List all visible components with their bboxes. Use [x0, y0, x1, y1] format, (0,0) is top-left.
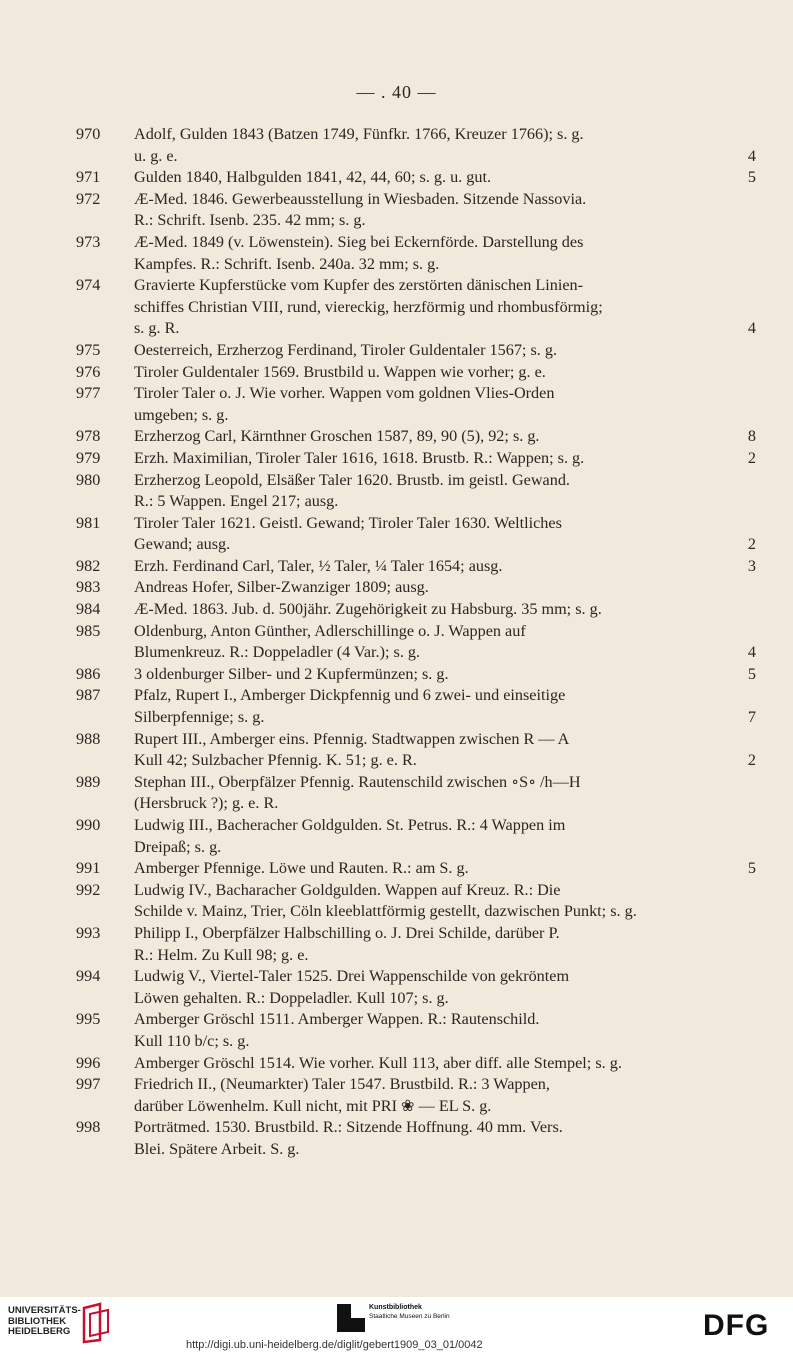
description-line	[134, 189, 756, 211]
lot-entry-995	[76, 1009, 756, 1052]
description-text: R.: Schrift. Isenb. 235. 42 mm; s. g.	[134, 211, 366, 230]
lot-number: 978	[76, 427, 101, 446]
estimate-value: 8	[747, 427, 756, 446]
lot-description	[134, 664, 756, 686]
lot-description	[134, 448, 756, 470]
lot-number: 980	[76, 470, 101, 489]
lot-entry-993	[76, 923, 756, 966]
description-text: Tiroler Taler o. J. Wie vorher. Wappen vom goldnen Vlies-Orden	[134, 384, 555, 403]
description-line	[134, 124, 756, 146]
description-text: schiffes Christian VIII, rund, viereckig, herzförmig und rhombusförmig;	[134, 297, 603, 316]
description-text: s. g. R.	[134, 319, 180, 338]
description-line	[134, 1031, 756, 1053]
description-line	[134, 685, 756, 707]
estimate-value: 2	[747, 535, 756, 554]
description-text: Æ-Med. 1849 (v. Löwenstein). Sieg bei Eckernförde. Darstellung des	[134, 232, 584, 251]
description-text: Kampfes. R.: Schrift. Isenb. 240a. 32 mm; s. g.	[134, 254, 440, 273]
lot-entry-980	[76, 470, 756, 513]
lot-description	[134, 1074, 756, 1117]
description-line	[134, 426, 756, 448]
description-line	[134, 599, 756, 621]
lot-number: 992	[76, 880, 101, 899]
description-line	[134, 405, 756, 427]
description-text: Friedrich II., (Neumarkter) Taler 1547. Brustbild. R.: 3 Wappen,	[134, 1075, 550, 1094]
description-line	[134, 556, 756, 578]
estimate-value: 7	[747, 708, 756, 727]
page-number: — . 40 —	[356, 82, 437, 102]
kunstbibliothek-logo-icon	[337, 1304, 365, 1332]
estimate-value: 5	[747, 859, 756, 878]
lot-description	[134, 621, 756, 664]
description-line	[134, 534, 756, 556]
footer-bar	[0, 1297, 793, 1354]
lot-description	[134, 232, 756, 275]
description-text: Gulden 1840, Halbgulden 1841, 42, 44, 60; s. g. u. gut.	[134, 168, 492, 187]
description-line	[134, 1074, 756, 1096]
lot-description	[134, 1117, 756, 1160]
lot-number: 982	[76, 556, 101, 575]
description-text: Ludwig V., Viertel-Taler 1525. Drei Wappenschilde von gekröntem	[134, 967, 570, 986]
description-text: Silberpfennige; s. g.	[134, 708, 265, 727]
description-text: Oesterreich, Erzherzog Ferdinand, Tiroler Guldentaler 1567; s. g.	[134, 340, 558, 359]
lot-description	[134, 729, 756, 772]
university-seal-icon	[80, 1302, 114, 1344]
lot-entry-986	[76, 664, 756, 686]
description-text: Ludwig III., Bacheracher Goldgulden. St. Petrus. R.: 4 Wappen im	[134, 816, 566, 834]
description-text: Oldenburg, Anton Günther, Adlerschillinge o. J. Wappen auf	[134, 621, 526, 640]
description-text: Stephan III., Oberpfälzer Pfennig. Rautenschild zwischen ∘S∘ /h—H	[134, 772, 581, 791]
description-text: darüber Löwenhelm. Kull nicht, mit PRI ❀ — EL S. g.	[134, 1096, 492, 1115]
lot-description	[134, 513, 756, 556]
lot-number: 971	[76, 168, 101, 187]
description-text: Erzherzog Carl, Kärnthner Groschen 1587, 89, 90 (5), 92; s. g.	[134, 427, 540, 446]
description-text: u. g. e.	[134, 146, 178, 165]
lot-number: 970	[76, 125, 101, 143]
description-text: Schilde v. Mainz, Trier, Cöln kleeblattförmig gestellt, dazwischen Punkt; s. g.	[134, 902, 637, 921]
description-line	[134, 1139, 756, 1161]
description-line	[134, 880, 756, 902]
description-line	[134, 362, 756, 384]
description-text: Pfalz, Rupert I., Amberger Dickpfennig und 6 zwei- und einseitige	[134, 686, 566, 705]
lot-number: 987	[76, 686, 101, 705]
description-line	[134, 1053, 756, 1075]
description-line	[134, 664, 756, 686]
lot-number: 991	[76, 859, 101, 878]
description-text: (Hersbruck ?); g. e. R.	[134, 794, 279, 813]
description-line	[134, 923, 756, 945]
description-text: Gewand; ausg.	[134, 535, 231, 554]
kunstbib-title: Kunstbibliothek	[369, 1304, 422, 1311]
lot-number: 983	[76, 578, 101, 597]
estimate-value: 5	[747, 664, 756, 683]
lot-number: 977	[76, 384, 101, 403]
description-line	[134, 577, 756, 599]
description-line	[134, 383, 756, 405]
lot-entry-994	[76, 966, 756, 1009]
description-text: Ludwig IV., Bacharacher Goldgulden. Wappen auf Kreuz. R.: Die	[134, 880, 561, 899]
lot-entry-972	[76, 189, 756, 232]
lot-description	[134, 426, 756, 448]
lot-entry-985	[76, 621, 756, 664]
kunstbibliothek-text	[369, 1303, 450, 1321]
description-line	[134, 340, 756, 362]
lot-description	[134, 966, 756, 1009]
description-text: Tiroler Guldentaler 1569. Brustbild u. Wappen wie vorher; g. e.	[134, 362, 546, 381]
estimate-value: 4	[747, 319, 756, 338]
lot-description	[134, 815, 756, 858]
description-line	[134, 642, 756, 664]
lot-description	[134, 470, 756, 513]
source-url-link[interactable]: http://digi.ub.uni-heidelberg.de/diglit/gebert1909_03_01/0042	[186, 1339, 483, 1351]
lot-entry-971	[76, 167, 756, 189]
description-text: Blei. Spätere Arbeit. S. g.	[134, 1139, 300, 1158]
description-line	[134, 254, 756, 276]
description-line	[134, 729, 756, 751]
lot-entry-991	[76, 858, 756, 880]
description-text: Tiroler Taler 1621. Geistl. Gewand; Tiroler Taler 1630. Weltliches	[134, 513, 562, 532]
lot-description	[134, 556, 756, 578]
description-line	[134, 297, 756, 319]
lot-entry-973	[76, 232, 756, 275]
description-line	[134, 988, 756, 1010]
lot-number: 979	[76, 448, 101, 467]
description-line	[134, 167, 756, 189]
lot-entry-979	[76, 448, 756, 470]
description-line	[134, 513, 756, 535]
lot-number: 973	[76, 232, 101, 251]
lot-description	[134, 383, 756, 426]
lot-entry-982	[76, 556, 756, 578]
lot-description	[134, 599, 756, 621]
description-line	[134, 1096, 756, 1118]
lot-number: 996	[76, 1053, 101, 1072]
description-text: Löwen gehalten. R.: Doppeladler. Kull 107; s. g.	[134, 988, 449, 1007]
description-line	[134, 275, 756, 297]
lot-entry-975	[76, 340, 756, 362]
lot-number: 993	[76, 923, 101, 942]
description-text: Philipp I., Oberpfälzer Halbschilling o. J. Drei Schilde, darüber P.	[134, 923, 560, 942]
description-line	[134, 318, 756, 340]
description-line	[134, 146, 756, 168]
estimate-value: 5	[747, 168, 756, 187]
description-text: Erzherzog Leopold, Elsäßer Taler 1620. Brustb. im geistl. Gewand.	[134, 470, 570, 489]
description-text: Amberger Gröschl 1511. Amberger Wappen. R.: Rautenschild.	[134, 1010, 540, 1029]
description-line	[134, 448, 756, 470]
lot-description	[134, 340, 756, 362]
dfg-logo: DFG	[703, 1309, 770, 1342]
description-text: Adolf, Gulden 1843 (Batzen 1749, Fünfkr. 1766, Kreuzer 1766); s. g.	[134, 125, 584, 143]
lot-number: 988	[76, 729, 101, 748]
description-line	[134, 772, 756, 794]
lot-number: 984	[76, 600, 101, 619]
lot-number: 997	[76, 1075, 101, 1094]
lot-number: 989	[76, 772, 101, 791]
lot-description	[134, 1009, 756, 1052]
description-line	[134, 858, 756, 880]
description-text: Kull 42; Sulzbacher Pfennig. K. 51; g. e. R.	[134, 751, 417, 770]
lot-entry-990	[76, 815, 756, 858]
lot-number: 976	[76, 362, 101, 381]
lot-entry-977	[76, 383, 756, 426]
lot-number: 985	[76, 621, 101, 640]
uni-line-3: HEIDELBERG	[8, 1326, 71, 1337]
kunstbib-sub: Staatliche Museen zu Berlin	[369, 1313, 450, 1320]
lot-entry-992	[76, 880, 756, 923]
lot-description	[134, 189, 756, 232]
lot-number: 994	[76, 967, 101, 986]
description-text: Porträtmed. 1530. Brustbild. R.: Sitzende Hoffnung. 40 mm. Vers.	[134, 1118, 563, 1137]
description-text: Erzh. Maximilian, Tiroler Taler 1616, 1618. Brustb. R.: Wappen; s. g.	[134, 448, 585, 467]
description-line	[134, 815, 756, 837]
lot-description	[134, 577, 756, 599]
lot-description	[134, 858, 756, 880]
description-text: Kull 110 b/c; s. g.	[134, 1031, 250, 1050]
lot-entry-989	[76, 772, 756, 815]
description-text: Æ-Med. 1863. Jub. d. 500jähr. Zugehörigkeit zu Habsburg. 35 mm; s. g.	[134, 600, 602, 619]
lot-entry-984	[76, 599, 756, 621]
description-line	[134, 707, 756, 729]
description-text: Blumenkreuz. R.: Doppeladler (4 Var.); s. g.	[134, 643, 421, 662]
estimate-value: 2	[747, 751, 756, 770]
lot-description	[134, 880, 756, 923]
estimate-value: 2	[747, 448, 756, 467]
lot-number: 974	[76, 276, 101, 295]
lot-number: 995	[76, 1010, 101, 1029]
description-text: Andreas Hofer, Silber-Zwanziger 1809; ausg.	[134, 578, 429, 597]
description-line	[134, 491, 756, 513]
uni-line-1: UNIVERSITÄTS-	[8, 1305, 81, 1316]
lot-entry-978	[76, 426, 756, 448]
lot-entry-974	[76, 275, 756, 340]
lot-entry-981	[76, 513, 756, 556]
estimate-value: 4	[747, 643, 756, 662]
lot-description	[134, 772, 756, 815]
lot-number: 990	[76, 816, 101, 834]
lot-entry-987	[76, 685, 756, 728]
description-line	[134, 1117, 756, 1139]
estimate-value: 3	[747, 556, 756, 575]
description-text: Dreipaß; s. g.	[134, 837, 222, 856]
description-line	[134, 621, 756, 643]
university-library-logo-text	[8, 1306, 81, 1338]
lot-entry-997	[76, 1074, 756, 1117]
description-line	[134, 793, 756, 815]
description-text: Æ-Med. 1846. Gewerbeausstellung in Wiesbaden. Sitzende Nassovia.	[134, 189, 587, 208]
description-line	[134, 837, 756, 859]
description-text: Erzh. Ferdinand Carl, Taler, ½ Taler, ¼ Taler 1654; ausg.	[134, 556, 503, 575]
description-text: 3 oldenburger Silber- und 2 Kupfermünzen; s. g.	[134, 664, 449, 683]
lot-entry-970	[76, 124, 756, 167]
lot-description	[134, 362, 756, 384]
lot-description	[134, 1053, 756, 1075]
description-text: Rupert III., Amberger eins. Pfennig. Stadtwappen zwischen R — A	[134, 729, 570, 748]
description-line	[134, 470, 756, 492]
lot-number: 981	[76, 513, 101, 532]
description-text: Gravierte Kupferstücke vom Kupfer des zerstörten dänischen Linien-	[134, 276, 584, 295]
lot-description	[134, 923, 756, 966]
description-line	[134, 945, 756, 967]
description-line	[134, 901, 756, 923]
auction-lot-list	[76, 124, 756, 1161]
lot-number: 998	[76, 1118, 101, 1137]
lot-number: 972	[76, 189, 101, 208]
lot-description	[134, 275, 756, 340]
description-line	[134, 1009, 756, 1031]
description-text: umgeben; s. g.	[134, 405, 229, 424]
lot-description	[134, 167, 756, 189]
lot-entry-988	[76, 729, 756, 772]
lot-description	[134, 124, 756, 167]
description-text: R.: Helm. Zu Kull 98; g. e.	[134, 945, 309, 964]
description-text: R.: 5 Wappen. Engel 217; ausg.	[134, 492, 339, 511]
uni-line-2: BIBLIOTHEK	[8, 1315, 67, 1327]
lot-entry-996	[76, 1053, 756, 1075]
description-line	[134, 210, 756, 232]
description-line	[134, 232, 756, 254]
description-text: Amberger Gröschl 1514. Wie vorher. Kull 113, aber diff. alle Stempel; s. g.	[134, 1053, 622, 1072]
lot-description	[134, 685, 756, 728]
lot-entry-976	[76, 362, 756, 384]
description-text: Amberger Pfennige. Löwe und Rauten. R.: am S. g.	[134, 859, 469, 878]
lot-number: 986	[76, 664, 101, 683]
lot-entry-983	[76, 577, 756, 599]
description-line	[134, 750, 756, 772]
estimate-value: 4	[747, 146, 756, 165]
lot-number: 975	[76, 340, 101, 359]
lot-entry-998	[76, 1117, 756, 1160]
description-line	[134, 966, 756, 988]
